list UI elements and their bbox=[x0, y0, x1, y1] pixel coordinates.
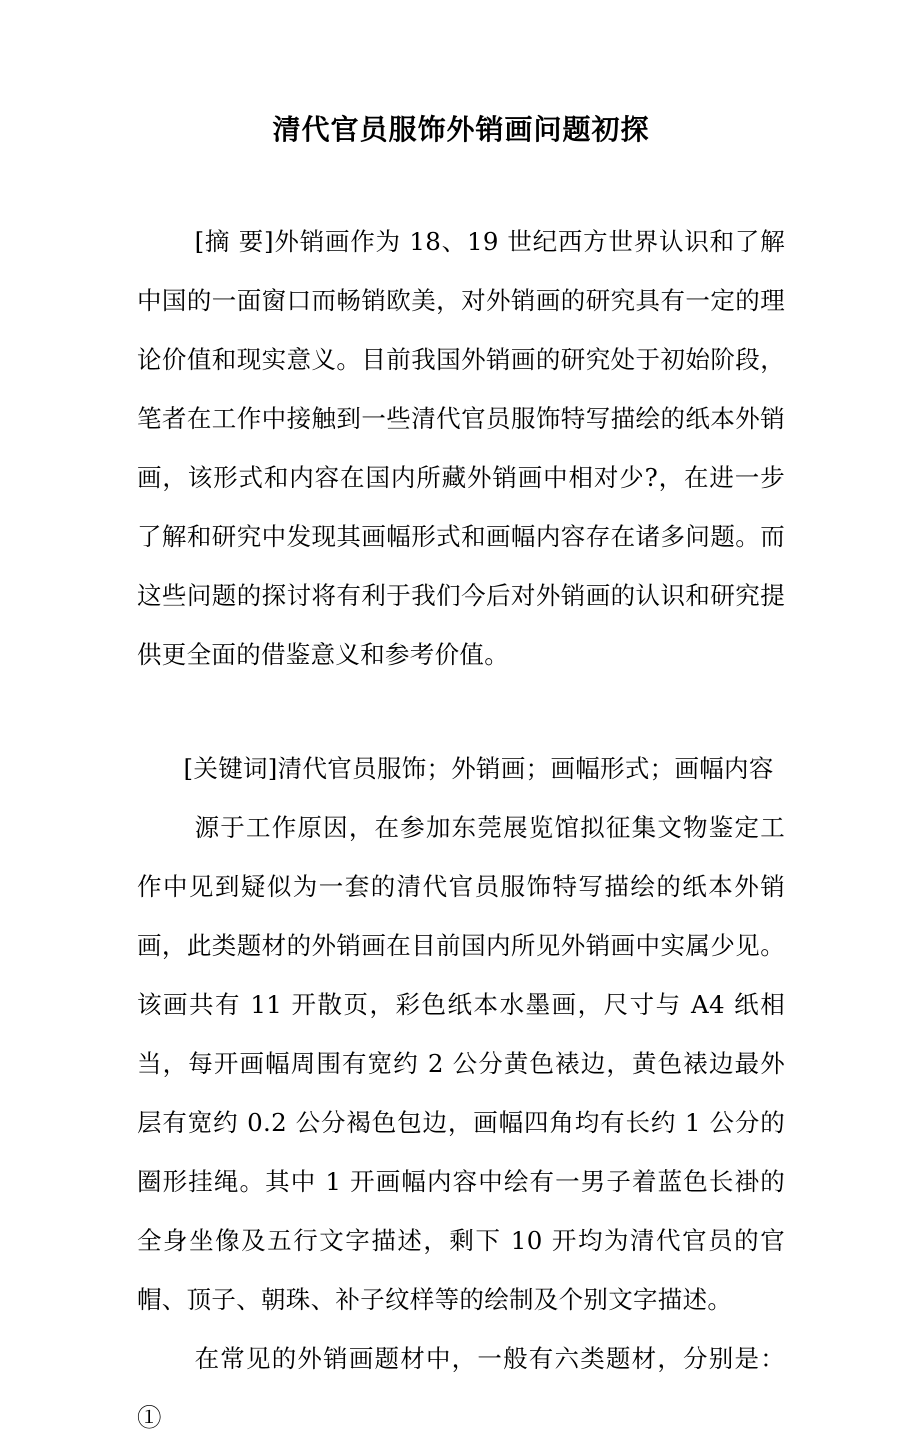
body-paragraph-2: 在常见的外销画题材中，一般有六类题材，分别是：① bbox=[137, 1344, 785, 1432]
body-section bbox=[137, 798, 785, 1447]
abstract-text: [摘 要]外销画作为 18、19 世纪西方世界认识和了解中国的一面窗口而畅销欧美，对外销画的研究具有一定的理论价值和现实意义。目前我国外销画的研究处于初始阶段，笔者在工作中接触到一些清代官员服饰特写描绘的纸本外销画，该形式和内容在国内所藏外销画中相对少?，在进一步了解和研究中发现其画幅形式和画幅内容存在诸多问题。而这些问题的探讨将有利于我们今后对外销画的认识和研究提供更全面的借鉴意义和参考价值。 bbox=[137, 227, 785, 669]
document-content bbox=[137, 0, 785, 1447]
abstract-section bbox=[137, 212, 785, 684]
body-paragraph-1: 源于工作原因，在参加东莞展览馆拟征集文物鉴定工作中见到疑似为一套的清代官员服饰特写描绘的纸本外销画，此类题材的外销画在目前国内所见外销画中实属少见。该画共有 11 开散页，彩色纸本水墨画，尺寸与 A4 纸相当，每开画幅周围有宽约 2 公分黄色裱边，黄色裱边最外层有宽约 0.2 公分褐色包边，画幅四角均有长约 1 公分的圈形挂绳。其中 1 开画幅内容中绘有一男子着蓝色长褂的全身坐像及五行文字描述，剩下 10 开均为清代官员的官帽、顶子、朝珠、补子纹样等的绘制及个别文字描述。 bbox=[137, 813, 785, 1314]
keywords-section bbox=[137, 739, 785, 798]
page-title: 清代官员服饰外销画问题初探 bbox=[272, 113, 650, 146]
keywords-text: [关键词]清代官员服饰；外销画；画幅形式；画幅内容 bbox=[183, 754, 774, 783]
